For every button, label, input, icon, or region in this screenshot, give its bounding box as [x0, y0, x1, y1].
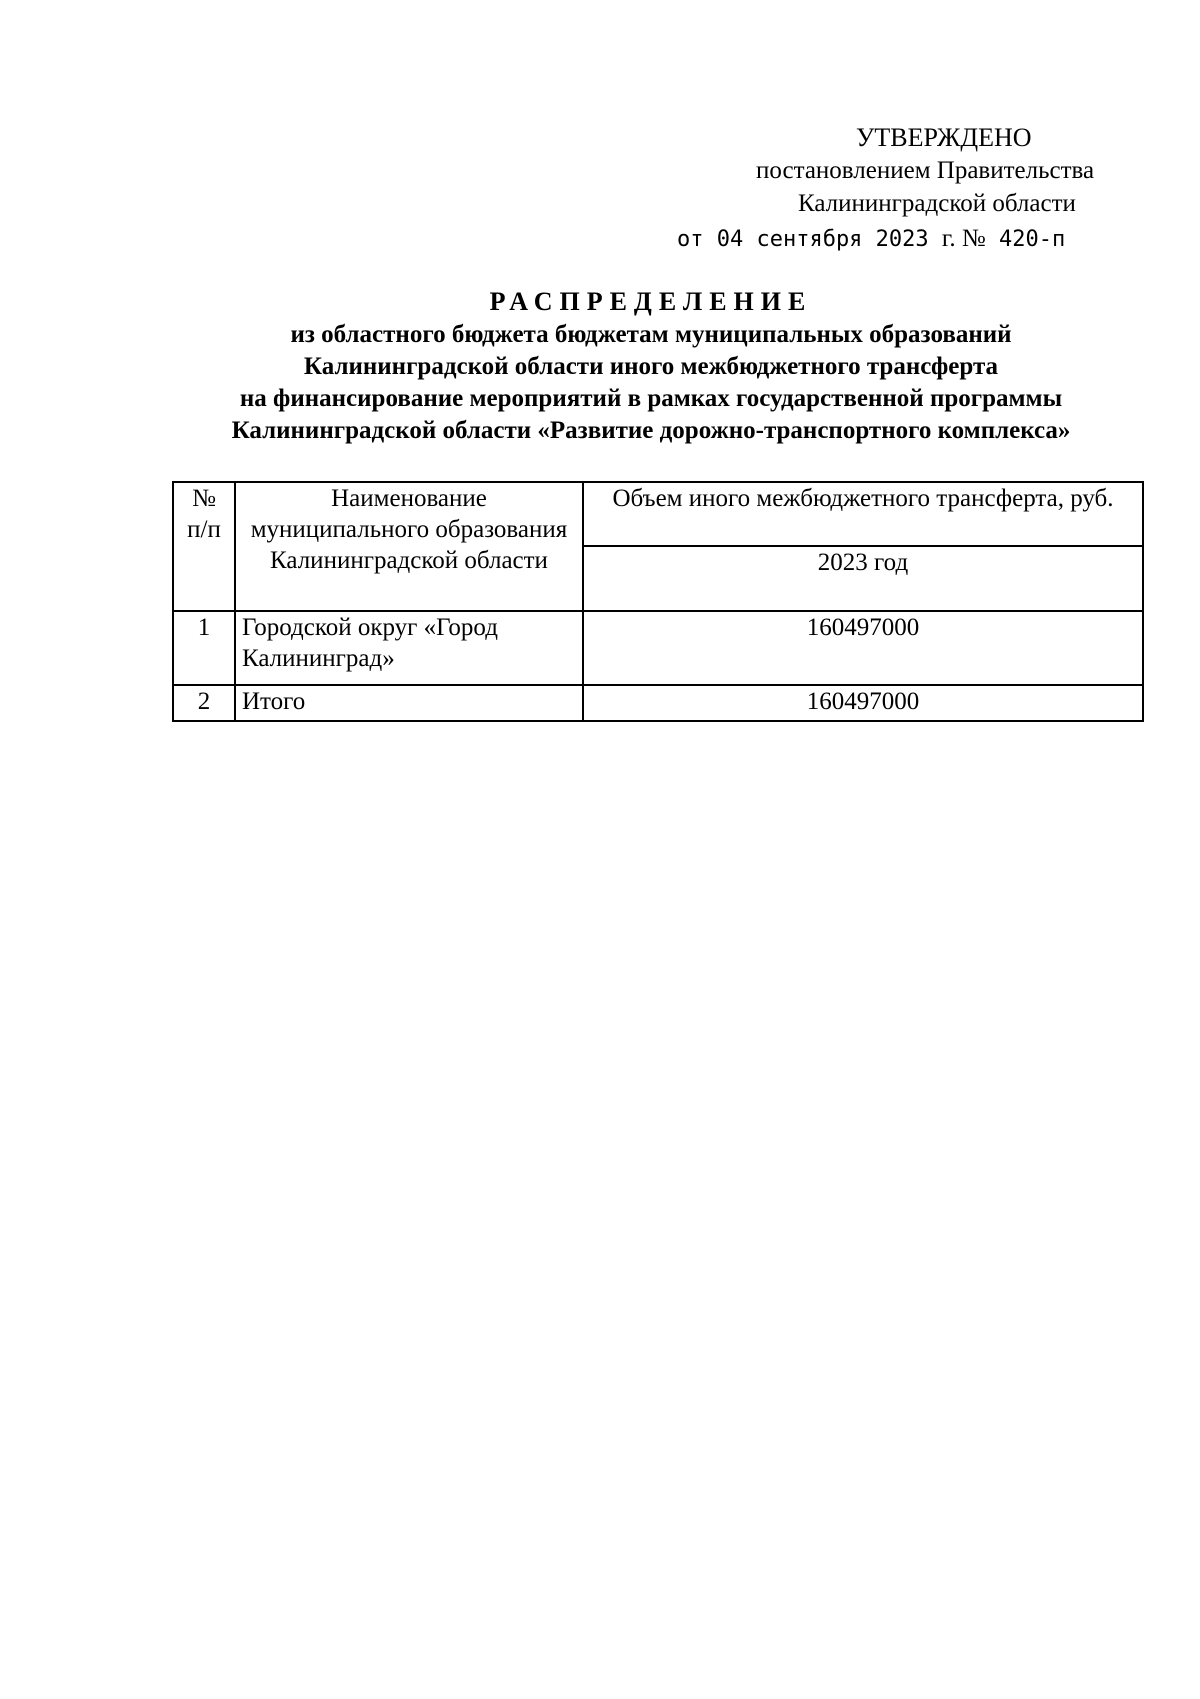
- title-line: Калининградской области «Развитие дорожно-транспортного комплекса»: [231, 417, 1071, 444]
- header-year: 2023 год: [583, 546, 1143, 611]
- header-number: № п/п: [173, 482, 235, 611]
- row-value: 160497000: [583, 611, 1143, 685]
- row-value: 160497000: [583, 685, 1143, 721]
- row-municipality: Городской округ «Город Калининград»: [235, 611, 583, 685]
- approved-label: УТВЕРЖДЕНО: [856, 123, 1032, 152]
- table-header-row: [173, 482, 1143, 546]
- row-number: 2: [173, 685, 235, 721]
- title-line: Калининградской области иного межбюджетного трансферта: [303, 353, 999, 380]
- region-line: Калининградской области: [798, 190, 1076, 217]
- resolution-number: 420-п: [998, 227, 1066, 252]
- distribution-table: [172, 481, 1144, 722]
- document-title: [160, 287, 1142, 447]
- table-row: [173, 611, 1143, 685]
- title-line: из областного бюджета бюджетам муниципальных образований: [290, 321, 1012, 348]
- header-municipality: Наименование муниципального образования Калининградской области: [235, 482, 583, 611]
- header-volume: Объем иного межбюджетного трансферта, руб.: [583, 482, 1143, 546]
- resolution-line: постановлением Правительства: [756, 157, 1095, 184]
- resolution-date-line: [677, 222, 1065, 256]
- title-heading: РАСПРЕДЕЛЕНИЕ: [489, 287, 813, 316]
- table-row: [173, 685, 1143, 721]
- resolution-date: от 04 сентября 2023: [677, 227, 929, 252]
- row-municipality: Итого: [235, 685, 583, 721]
- row-number: 1: [173, 611, 235, 685]
- resolution-number-label: г. №: [941, 225, 986, 252]
- title-line: на финансирование мероприятий в рамках государственной программы: [239, 385, 1063, 412]
